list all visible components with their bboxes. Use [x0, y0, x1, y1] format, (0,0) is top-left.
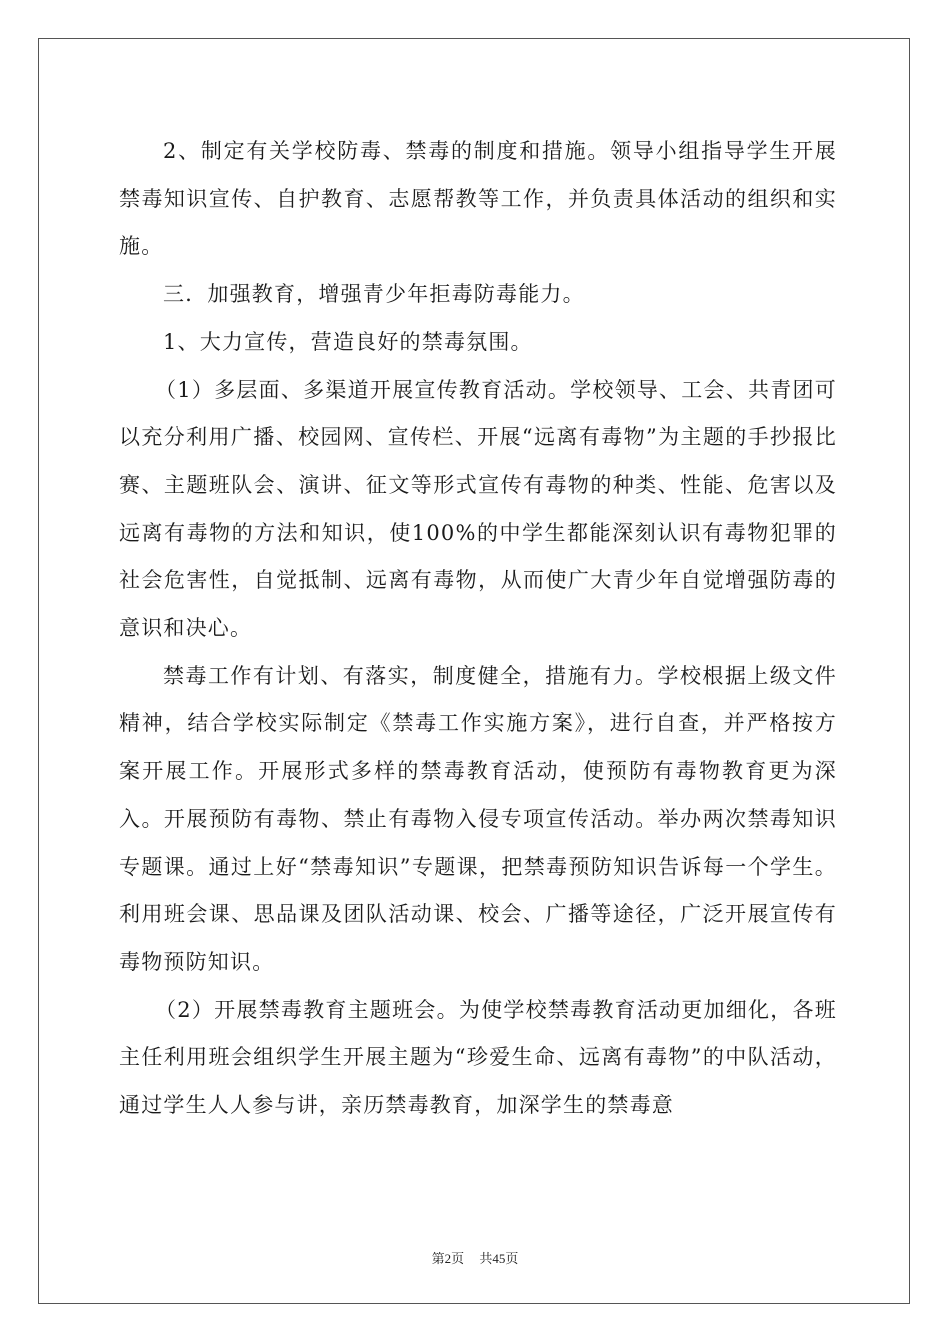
paragraph: 1、大力宣传，营造良好的禁毒氛围。: [163, 329, 533, 354]
page-number: 第2页: [431, 1251, 465, 1266]
document-body: [119, 128, 837, 1130]
paragraph: 禁毒工作有计划、有落实，制度健全，措施有力。学校根据上级文件精神，结合学校实际制定《禁毒工作实施方案》，进行自查，并严格按方案开展工作。开展形式多样的禁毒教育活动，使预防有毒物教育更为深入。开展预防有毒物、禁止有毒物入侵专项宣传活动。举办两次禁毒知识专题课。通过上好“禁毒知识”专题课，把禁毒预防知识告诉每一个学生。利用班会课、思品课及团队活动课、校会、广播等途径，广泛开展宣传有毒物预防知识。: [119, 663, 837, 974]
section-heading: 三．加强教育，增强青少年拒毒防毒能力。: [163, 282, 585, 307]
page-total: 共45页: [479, 1251, 519, 1266]
page-footer: [0, 1248, 950, 1267]
paragraph: 2、制定有关学校防毒、禁毒的制度和措施。领导小组指导学生开展禁毒知识宣传、自护教育、志愿帮教等工作，并负责具体活动的组织和实施。: [119, 139, 837, 259]
paragraph: （2）开展禁毒教育主题班会。为使学校禁毒教育活动更加细化，各班主任利用班会组织学生开展主题为“珍爱生命、远离有毒物”的中队活动，通过学生人人参与讲，亲历禁毒教育，加深学生的禁毒意: [119, 997, 837, 1118]
paragraph: （1）多层面、多渠道开展宣传教育活动。学校领导、工会、共青团可以充分利用广播、校园网、宣传栏、开展“远离有毒物”为主题的手抄报比赛、主题班队会、演讲、征文等形式宣传有毒物的种类、性能、危害以及远离有毒物的方法和知识，使100%的中学生都能深刻认识有毒物犯罪的社会危害性，自觉抵制、远离有毒物，从而使广大青少年自觉增强防毒的意识和决心。: [119, 377, 837, 641]
